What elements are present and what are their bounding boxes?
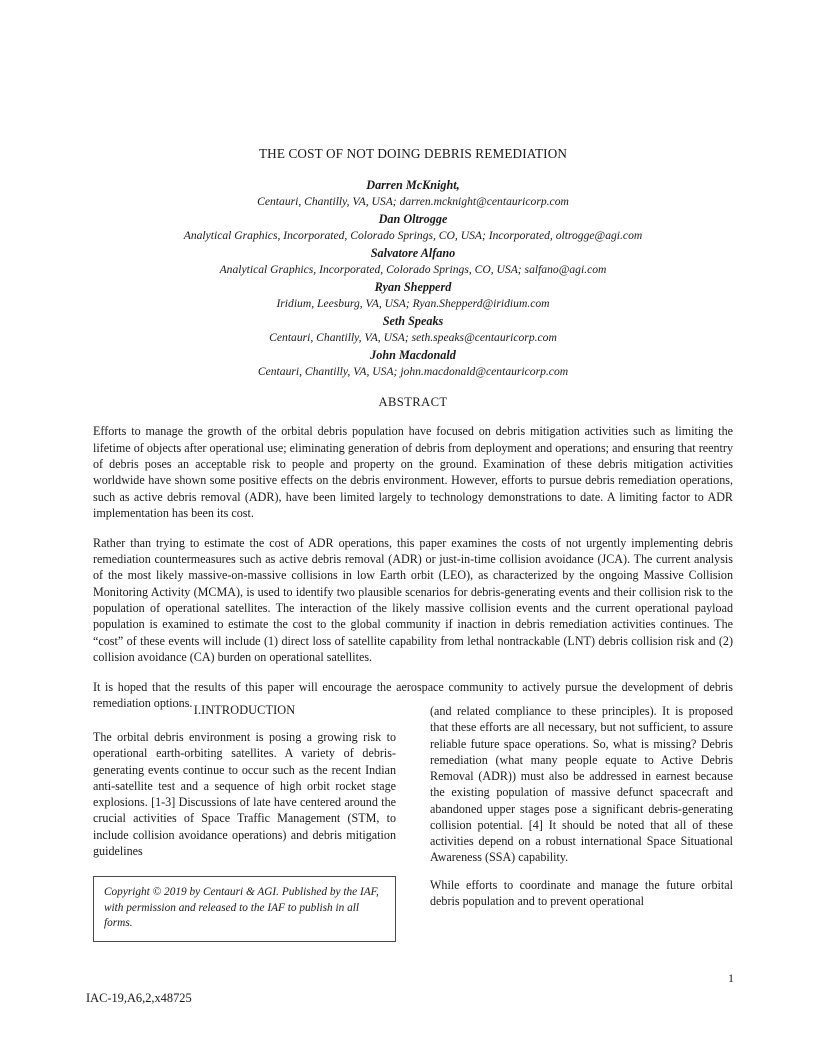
author-affiliation: Analytical Graphics, Incorporated, Colorado Springs, CO, USA; salfano@agi.com xyxy=(219,263,607,277)
author-name: Seth Speaks xyxy=(382,314,444,328)
page-title: THE COST OF NOT DOING DEBRIS REMEDIATION xyxy=(258,146,568,161)
author-name: Ryan Shepperd xyxy=(374,279,452,294)
abstract-paragraph: Rather than trying to estimate the cost of ADR operations, this paper examines the costs of not urgently implementing debris remediation countermeasures such as active debris removal (ADR) or just-in-time collision avoidance (JCA). The current analysis of the most likely massive-on-massive collisions in low Earth orbit (LEO), as characterized by the ongoing Massive Collision Monitoring Activity (MCMA), is used to identify two plausible scenarios for debris-generating events and their collision risk to the population of operational satellites. The interaction of the likely massive collision events and the current operational payload population is examined to estimate the cost to the global community if inaction in debris remediation activities continues. The “cost” of these events will include (1) direct loss of satellite capability from lethal nontrackable (LNT) debris collision risk and (2) collision avoidance (CA) burden on operational satellites. xyxy=(93,535,733,665)
author-name: Salvatore Alfano xyxy=(370,245,456,260)
two-column-body xyxy=(93,703,733,953)
abstract-paragraph: It is hoped that the results of this paper will encourage the aerospace community to actively pursue the development of debris remediation options. xyxy=(93,679,733,710)
author-affiliation: Analytical Graphics, Incorporated, Colorado Springs, CO, USA; Incorporated, oltrogge@agi.com xyxy=(183,228,643,242)
copyright-notice-box xyxy=(93,876,396,942)
section-heading-introduction: I.INTRODUCTION xyxy=(193,703,296,717)
abstract-heading: ABSTRACT xyxy=(378,395,448,410)
paper-identifier: IAC-19,A6,2,x48725 xyxy=(86,991,192,1005)
copyright-text: Copyright © 2019 by Centauri & AGI. Published by the IAF, with permission and released to the IAF to publish in all forms. xyxy=(104,886,379,930)
paper-header-block xyxy=(93,146,733,711)
author-affiliation: Centauri, Chantilly, VA, USA; darren.mcknight@centauricorp.com xyxy=(257,194,569,208)
introduction-paragraph-right: (and related compliance to these principles). It is proposed that these efforts are all necessary, but not sufficient, to assure reliable future space operations. So, what is missing? Debris remediation (what many people equate to Active Debris Removal (ADR)) must also be addressed in earnest because the existing population of massive defunct spacecraft and abandoned upper stages pose a significant debris-generating collision potential. [4] It should be noted that all of these activities depend on a robust international Space Situational Awareness (SSA) capability. xyxy=(430,704,733,865)
author-affiliation: Iridium, Leesburg, VA, USA; Ryan.Shepperd@iridium.com xyxy=(276,297,550,311)
right-column xyxy=(430,703,733,953)
introduction-paragraph-right-continued: While efforts to coordinate and manage the future orbital debris population and to prevent operational xyxy=(430,877,733,908)
abstract-paragraph: Efforts to manage the growth of the orbital debris population have focused on debris mitigation activities such as limiting the lifetime of objects after operational use; eliminating generation of debris from deployment and operations; and ensuring that reentry of debris poses an acceptable risk to people and property on the ground. Examination of these debris mitigation activities worldwide have shown some positive effects on the debris environment. However, efforts to pursue debris remediation operations, such as active debris removal (ADR), have been limited largely to technology demonstrations to date. A limiting factor to ADR implementation has been its cost. xyxy=(93,424,733,521)
author-name: Darren McKnight, xyxy=(366,177,460,192)
left-column xyxy=(93,703,396,953)
page-number: 1 xyxy=(728,971,734,985)
author-name: John Macdonald xyxy=(370,348,456,363)
author-list xyxy=(93,177,733,382)
author-affiliation: Centauri, Chantilly, VA, USA; seth.speaks@centauricorp.com xyxy=(269,331,557,345)
author-affiliation: Centauri, Chantilly, VA, USA; john.macdonald@centauricorp.com xyxy=(257,365,569,379)
introduction-paragraph-left: The orbital debris environment is posing a growing risk to operational earth-orbiting satellites. A variety of debris-generating events continue to occur such as the recent Indian anti-satellite test and a sequence of high orbit rocket stage explosions. [1-3] Discussions of late have centered around the crucial activities of Space Traffic Management (STM, to include collision avoidance operations) and debris mitigation guidelines xyxy=(93,730,396,858)
author-name: Dan Oltrogge xyxy=(378,211,448,226)
